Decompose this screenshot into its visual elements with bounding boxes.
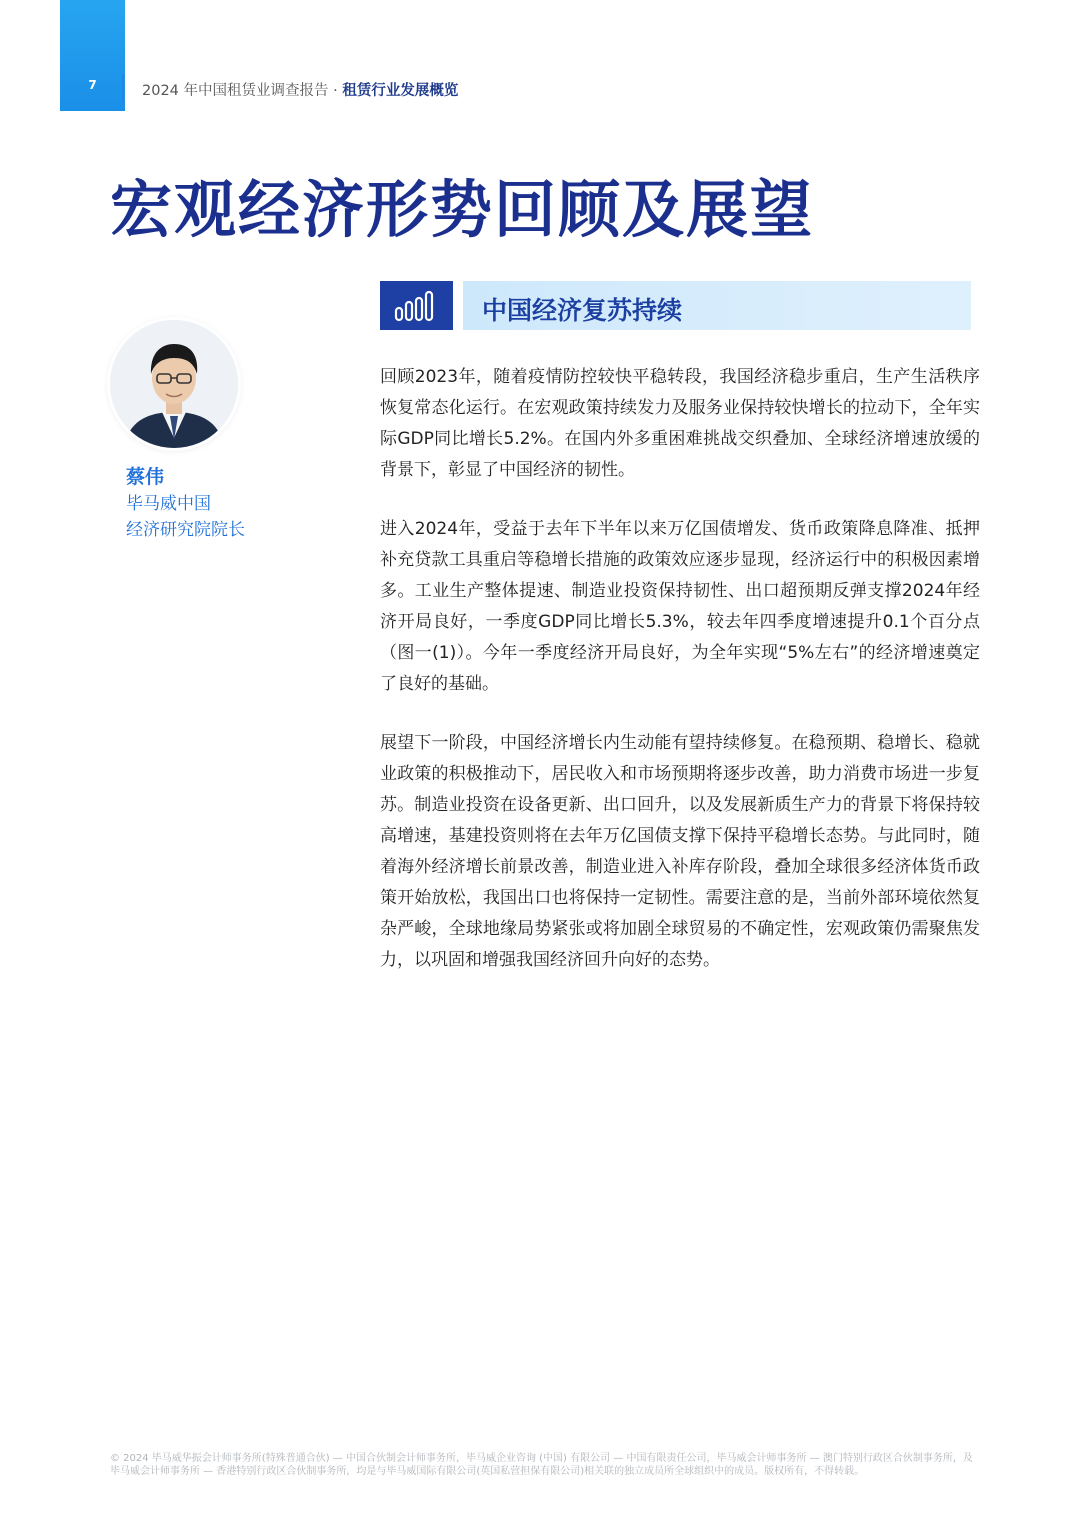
section-icon-notch xyxy=(453,281,463,330)
copyright-footer: © 2024 毕马威华振会计师事务所(特殊普通合伙) — 中国合伙制会计师事务所，毕马威企业咨询 (中国) 有限公司 — 中国有限责任公司，毕马威会计师事务所 — 澳门特别行政区合伙制事务所，及毕马威会计师事务所 — 香港特别行政区合伙制事务所，均是与毕马威国际有限公司(英国私营担保有限公司)相关联的独立成员所全球组织中的成员。版权所有，不得转载。 xyxy=(110,1453,973,1477)
running-header xyxy=(142,79,458,100)
page-number-tab xyxy=(60,0,125,111)
author-title: 经济研究院院长 xyxy=(126,520,245,540)
header-divider xyxy=(122,74,124,102)
page-number: 7 xyxy=(88,78,97,92)
section-title: 中国经济复苏持续 xyxy=(482,296,683,325)
paragraph-2: 进入2024年，受益于去年下半年以来万亿国债增发、货币政策降息降准、抵押补充贷款工具重启等稳增长措施的政策效应逐步显现，经济运行中的积极因素增多。工业生产整体提速、制造业投资保持韧性、出口超预期反弹支撑2024年经济开局良好，一季度GDP同比增长5.3%，较去年四季度增速提升0.1个百分点（图一(1)）。今年一季度经济开局良好，为全年实现“5%左右”的经济增速奠定了良好的基础。 xyxy=(380,519,980,694)
page-title: 宏观经济形势回顾及展望 xyxy=(110,173,815,246)
section-header xyxy=(380,281,971,330)
report-title: 2024 年中国租赁业调查报告 · xyxy=(142,83,343,99)
author-photo xyxy=(110,320,238,448)
bar-chart-icon xyxy=(394,290,438,322)
author-name: 蔡伟 xyxy=(126,466,165,488)
chapter-name: 租赁行业发展概览 xyxy=(342,83,459,99)
author-portrait-illustration xyxy=(110,320,238,448)
paragraph-1: 回顾2023年，随着疫情防控较快平稳转段，我国经济稳步重启，生产生活秩序恢复常态化运行。在宏观政策持续发力及服务业保持较快增长的拉动下，全年实际GDP同比增长5.2%。在国内外多重困难挑战交织叠加、全球经济增速放缓的背景下，彰显了中国经济的韧性。 xyxy=(380,367,980,480)
author-organization: 毕马威中国 xyxy=(126,494,211,514)
section-icon-box xyxy=(380,281,453,330)
paragraph-3: 展望下一阶段，中国经济增长内生动能有望持续修复。在稳预期、稳增长、稳就业政策的积极推动下，居民收入和市场预期将逐步改善，助力消费市场进一步复苏。制造业投资在设备更新、出口回升，以及发展新质生产力的背景下将保持较高增速，基建投资则将在去年万亿国债支撑下保持平稳增长态势。与此同时，随着海外经济增长前景改善，制造业进入补库存阶段，叠加全球很多经济体货币政策开始放松，我国出口也将保持一定韧性。需要注意的是，当前外部环境依然复杂严峻，全球地缘局势紧张或将加剧全球贸易的不确定性，宏观政策仍需聚焦发力，以巩固和增强我国经济回升向好的态势。 xyxy=(380,733,980,970)
article-body xyxy=(380,362,980,1004)
